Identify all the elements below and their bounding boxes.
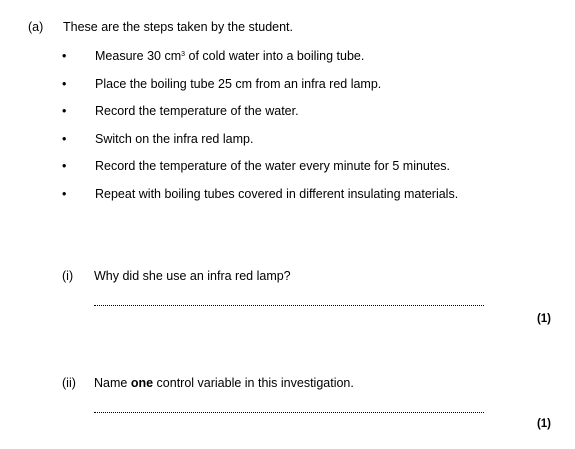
answer-line[interactable] [94, 406, 484, 413]
bullet-icon: • [62, 49, 67, 63]
step-item [0, 104, 575, 122]
answer-line[interactable] [94, 299, 484, 306]
intro-text: These are the steps taken by the student. [63, 20, 294, 34]
step-text: Repeat with boiling tubes covered in different insulating materials. [95, 187, 459, 201]
question-text: Why did she use an infra red lamp? [94, 269, 291, 283]
step-text: Switch on the infra red lamp. [95, 132, 254, 146]
bullet-icon: • [62, 104, 67, 118]
step-item [0, 187, 575, 205]
marks-label: (1) [536, 313, 551, 325]
step-item [0, 49, 575, 67]
step-item [0, 159, 575, 177]
question-text: Name one control variable in this investigation. [94, 376, 354, 390]
bullet-icon: • [62, 132, 67, 146]
part-label: (a) [28, 20, 44, 34]
superscript: 3 [181, 51, 186, 58]
step-text: Place the boiling tube 25 cm from an infra red lamp. [95, 77, 382, 91]
step-text: Record the temperature of the water every minute for 5 minutes. [95, 159, 451, 173]
bullet-icon: • [62, 159, 67, 173]
step-item [0, 132, 575, 150]
marks-label: (1) [536, 418, 551, 430]
question-label: (i) [62, 269, 74, 283]
bullet-icon: • [62, 77, 67, 91]
question-label: (ii) [62, 376, 76, 390]
emphasis: one [130, 376, 154, 390]
step-text: Measure 30 $cm^3$ of cold water into a boiling tube. [95, 49, 365, 63]
bullet-icon: • [62, 187, 67, 201]
step-item [0, 77, 575, 95]
step-text: Record the temperature of the water. [95, 104, 299, 118]
